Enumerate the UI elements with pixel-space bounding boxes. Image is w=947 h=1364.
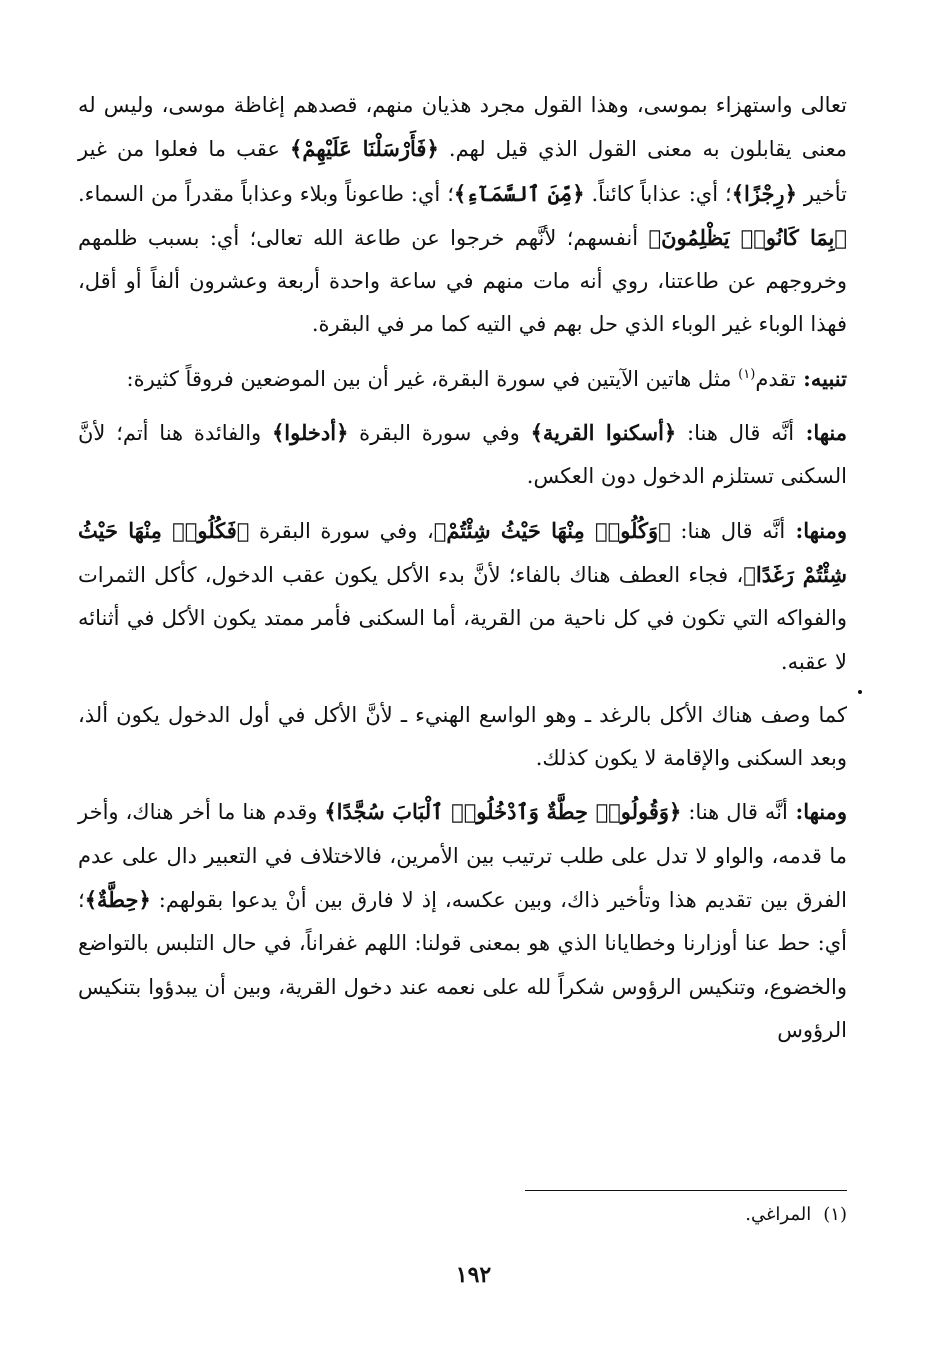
- section-lead: ومنها:: [785, 517, 847, 543]
- paragraph: [78, 790, 847, 1052]
- text-run: ، وفي سورة البقرة: [249, 518, 434, 543]
- text-run: ، فجاء العطف هناك بالفاء؛ لأنَّ بدء الأكل يكون عقب الدخول، كأكل الثمرات والفواكه التي تكون في كل ناحية من القرية، أما السكنى فأمر ممتد يكون الأكل في أثنائه لا عقبه.: [78, 562, 847, 674]
- page-number: ١٩٢: [455, 1262, 492, 1288]
- text-run: مثل هاتين الآيتين في سورة البقرة، غير أن بين الموضعين فروقاً كثيرة:: [126, 366, 739, 391]
- footnote-number: (١): [823, 1204, 847, 1225]
- quran-quote: ﴿مِّنَ ٱلسَّمَآءِ﴾: [453, 180, 585, 206]
- paragraph: [78, 84, 847, 347]
- quran-quote: ﴿أدخلوا﴾: [271, 420, 349, 446]
- margin-dot: [858, 690, 862, 694]
- text-run: عقب ما فعلوا من غير تأخير: [78, 137, 847, 206]
- paragraph: [78, 509, 847, 684]
- section-lead: ومنها:: [787, 799, 847, 825]
- text-run: وفي سورة البقرة: [348, 421, 531, 446]
- quran-quote: ﴿بِمَا كَانُوا۟ يَظْلِمُونَ﴾: [648, 224, 847, 250]
- section-lead: تنبيه:: [795, 365, 847, 391]
- paragraph: [78, 411, 847, 499]
- quran-quote: ﴿حِطَّةٌ﴾: [84, 887, 151, 913]
- section-lead: منها:: [794, 420, 847, 446]
- footnote-text: المراغي.: [745, 1204, 812, 1225]
- text-run: وقدم هنا ما أخر هناك، وأخر ما قدمه، والواو لا تدل على طلب ترتيب بين الأمرين، فالاختلاف في التعبير دال على عدم الفرق بين تقديم هذا وتأخير ذاك، وبين عكسه، إذ لا فارق بين أنْ يدعوا بقولهم:: [78, 800, 847, 913]
- main-text: [78, 84, 847, 1062]
- text-run: أنَّه قال هنا:: [681, 800, 788, 825]
- text-run: تعالى واستهزاء بموسى، وهذا القول مجرد هذيان منهم، قصدهم إغاظة موسى، وليس له معنى يقابلون به معنى القول الذي قيل لهم.: [78, 93, 847, 162]
- paragraph: [78, 357, 847, 401]
- quran-quote: ﴿رِجْزًا﴾: [731, 180, 797, 206]
- text-run: أنَّه قال هنا:: [676, 421, 795, 446]
- quran-quote: ﴿وَقُولُوا۟ حِطَّةٌ وَٱدْخُلُوا۟ ٱلْبَابَ سُجَّدًا﴾: [324, 799, 682, 825]
- text-run: والفائدة هنا أتم؛ لأنَّ السكنى تستلزم الدخول دون العكس.: [78, 421, 847, 489]
- text-run: أنَّه قال هنا:: [670, 518, 786, 543]
- quran-quote: ﴿وَكُلُوا۟ مِنْهَا حَيْثُ شِئْتُمْ﴾: [433, 517, 671, 543]
- footnote: [745, 1200, 847, 1230]
- text-run: ؛ أي: عذاباً كائناً.: [584, 181, 732, 206]
- paragraph: [78, 694, 847, 781]
- text-run: تقدم: [755, 366, 796, 391]
- quran-quote: ﴿فَأَرْسَلْنَا عَلَيْهِمْ﴾: [290, 136, 439, 162]
- quran-quote: ﴿أسكنوا القرية﴾: [530, 420, 677, 446]
- text-run: كما وصف هناك الأكل بالرغد ـ وهو الواسع الهنيء ـ لأنَّ الأكل في أول الدخول يكون ألذ، وبعد السكنى والإقامة لا يكون كذلك.: [78, 702, 847, 771]
- text-run: أنفسهم؛ لأنَّهم خرجوا عن طاعة الله تعالى؛ أي: بسبب ظلمهم وخروجهم عن طاعتنا، روي أنه مات منهم في ساعة واحدة أربعة وعشرون ألفاً أو أقل، فهذا الوباء غير الوباء الذي حل بهم في التيه كما مر في البقرة.: [78, 225, 847, 337]
- quran-quote: ﴿فَكُلُوا۟ مِنْهَا حَيْثُ شِئْتُمْ رَغَدًا﴾: [78, 517, 848, 587]
- footnote-separator: [525, 1190, 847, 1191]
- text-run: ؛ أي: طاعوناً وبلاء وعذاباً مقدراً من السماء.: [78, 181, 454, 206]
- footnote-marker: (١): [738, 366, 756, 382]
- text-run: ؛ أي: حط عنا أوزارنا وخطايانا الذي هو بمعنى قولنا: اللهم غفراناً، في حال التلبس بالتواضع والخضوع، وتنكيس الرؤوس شكراً لله على نعمه عند دخول القرية، وبين أن يبدؤوا بتنكيس الرؤوس: [78, 888, 847, 1042]
